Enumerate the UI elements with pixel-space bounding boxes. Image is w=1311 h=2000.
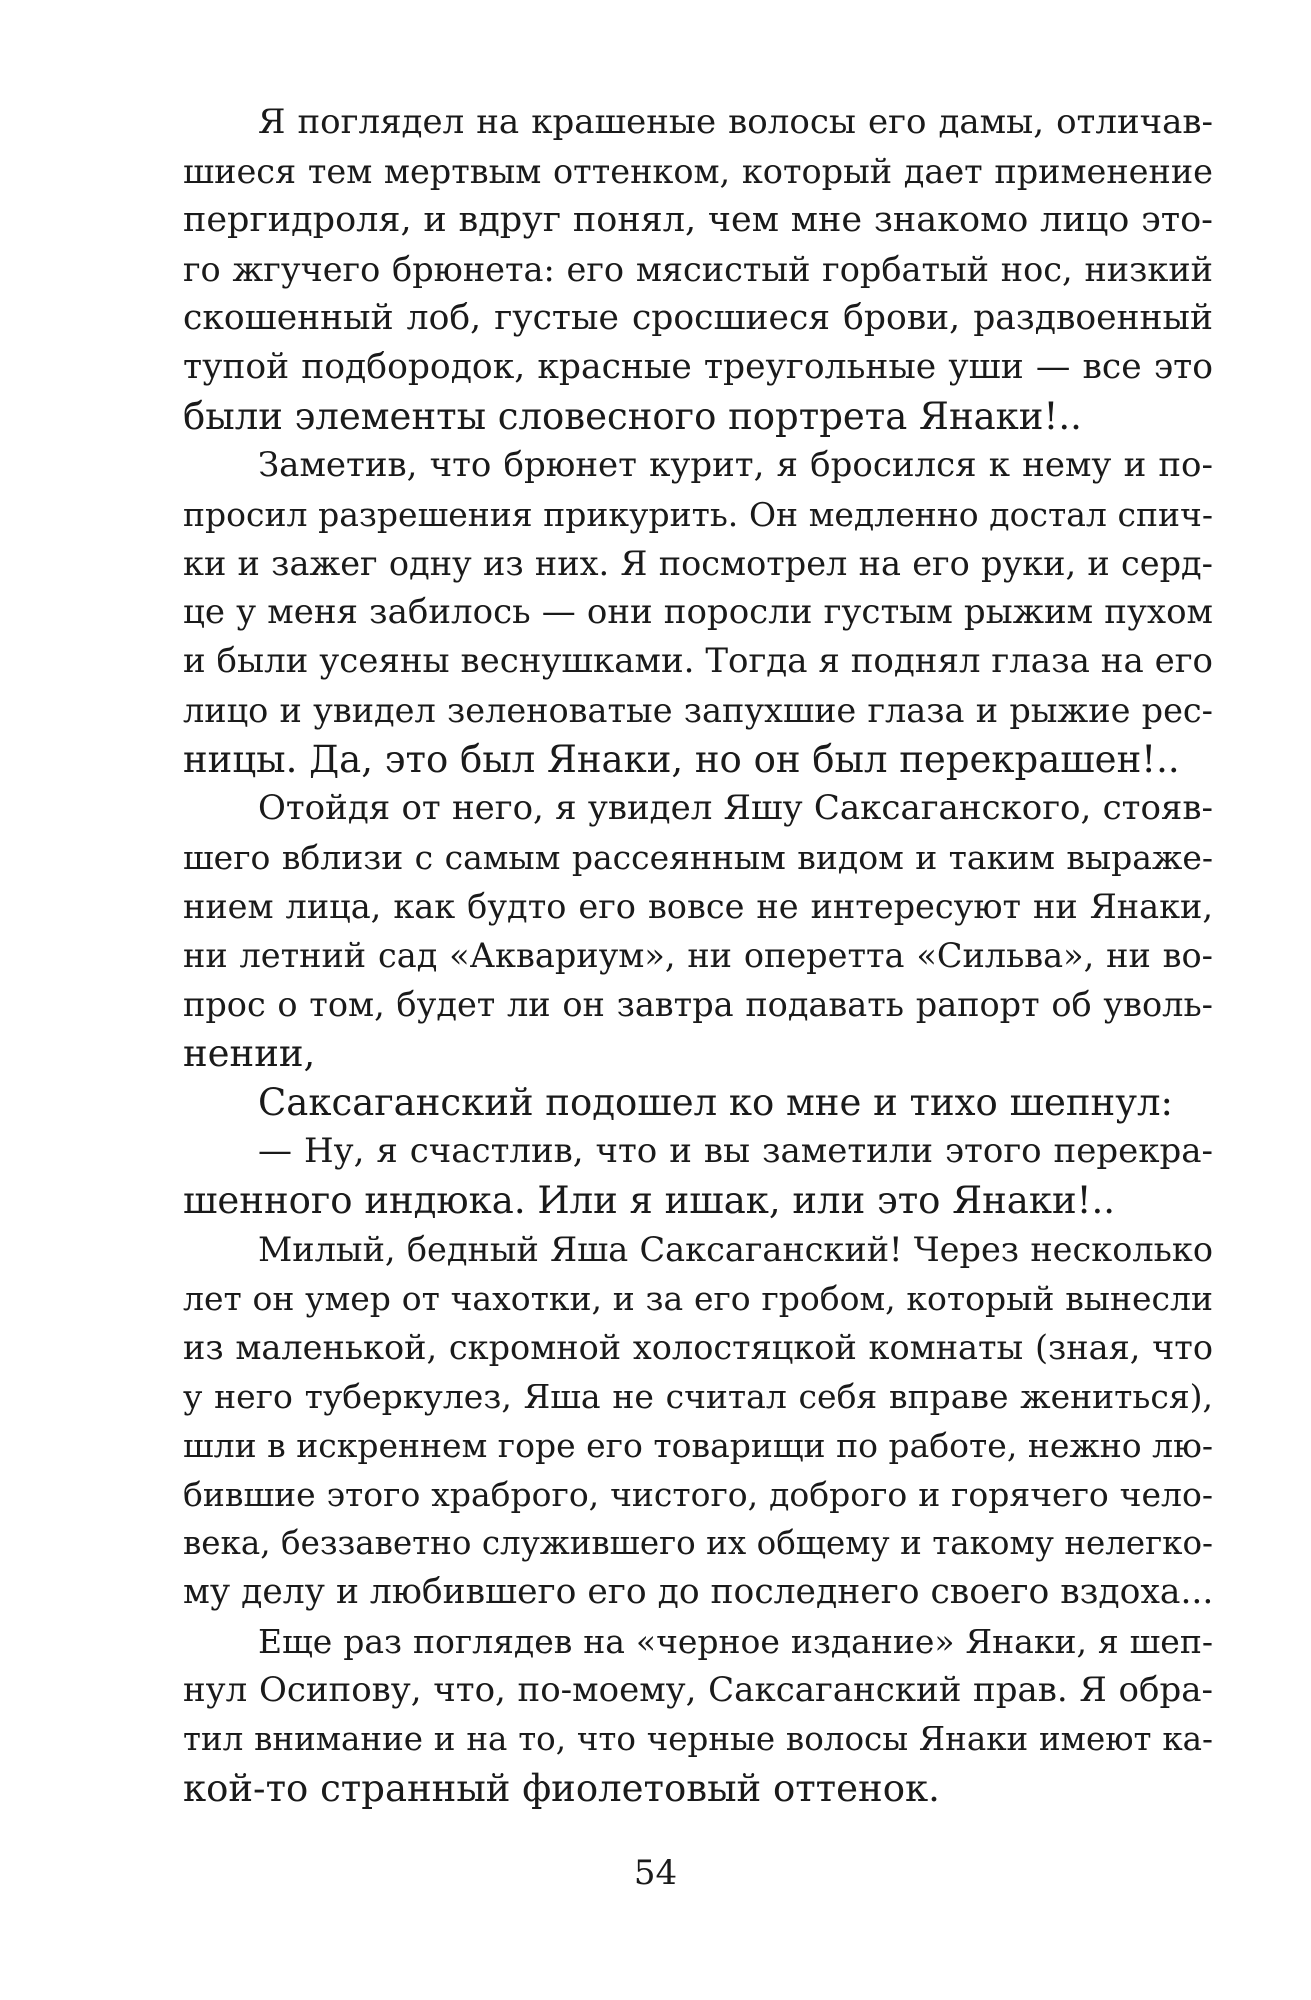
page-body: [183, 98, 1213, 1813]
text-line: нении,: [183, 1032, 316, 1075]
text-line: — Ну, я счастлив, что и вы заметили этого перекра-: [258, 1131, 1213, 1171]
text-line: шли в искреннем горе его товарищи по работе, нежно лю-: [183, 1426, 1213, 1465]
text-line: бившие этого храброго, чистого, доброго и горячего чело-: [183, 1475, 1213, 1514]
text-line: нул Осипову, что, по-моему, Саксаганский прав. Я обра-: [183, 1670, 1213, 1710]
text-line: го жгучего брюнета: его мясистый горбатый нос, низкий: [183, 250, 1213, 289]
text-line: Еще раз поглядев на «черное издание» Янаки, я шеп-: [258, 1622, 1213, 1661]
text-line: ки и зажег одну из них. Я посмотрел на его руки, и серд-: [183, 544, 1213, 583]
text-line: века, беззаветно служившего их общему и такому нелегко-: [183, 1524, 1213, 1562]
text-line: тил внимание и на то, что черные волосы Янаки имеют ка-: [183, 1720, 1213, 1758]
text-line: просил разрешения прикурить. Он медленно достал спич-: [183, 495, 1213, 534]
text-line: лицо и увидел зеленоватые запухшие глаза и рыжие рес-: [183, 691, 1213, 730]
text-line: шего вблизи с самым рассеянным видом и таким выраже-: [183, 838, 1213, 877]
text-line: Заметив, что брюнет курит, я бросился к нему и по-: [258, 445, 1213, 485]
text-line: нием лица, как будто его вовсе не интересуют ни Янаки,: [183, 887, 1213, 926]
text-line: ницы. Да, это был Янаки, но он был перекрашен!..: [183, 738, 1180, 781]
text-line: ни летний сад «Аквариум», ни оперетта «Сильва», ни во-: [183, 936, 1213, 975]
text-line: лет он умер от чахотки, и за его гробом, который вынесли: [183, 1279, 1213, 1318]
text-line: це у меня забилось — они поросли густым рыжим пухом: [183, 592, 1213, 632]
text-line: шиеся тем мертвым оттенком, который дает применение: [183, 152, 1213, 191]
text-line: из маленькой, скромной холостяцкой комнаты (зная, что: [183, 1328, 1213, 1367]
text-line: Милый, бедный Яша Саксаганский! Через несколько: [258, 1230, 1213, 1269]
text-line: кой-то странный фиолетовый оттенок.: [183, 1767, 940, 1810]
text-line: у него туберкулез, Яша не считал себя вправе жениться),: [183, 1377, 1213, 1416]
text-line: тупой подбородок, красные треугольные уши — все это: [183, 347, 1213, 387]
text-line: и были усеяны веснушками. Тогда я поднял глаза на его: [183, 641, 1213, 681]
page-number: 54: [633, 1853, 678, 1893]
text-line: были элементы словесного портрета Янаки!..: [183, 395, 1082, 438]
text-line: пергидроля, и вдруг понял, чем мне знакомо лицо это-: [183, 200, 1213, 240]
text-line: прос о том, будет ли он завтра подавать рапорт об уволь-: [183, 985, 1213, 1024]
text-line: шенного индюка. Или я ишак, или это Янаки!..: [183, 1179, 1115, 1222]
text-line: Отойдя от него, я увидел Яшу Саксаганского, стояв-: [258, 788, 1213, 828]
text-line: скошенный лоб, густые сросшиеся брови, раздвоенный: [183, 298, 1213, 338]
text-line: му делу и любившего его до последнего своего вздоха...: [183, 1572, 1213, 1612]
text-line: Я поглядел на крашеные волосы его дамы, отличав-: [258, 102, 1213, 142]
text-line: Саксаганский подошел ко мне и тихо шепнул:: [258, 1081, 1173, 1124]
